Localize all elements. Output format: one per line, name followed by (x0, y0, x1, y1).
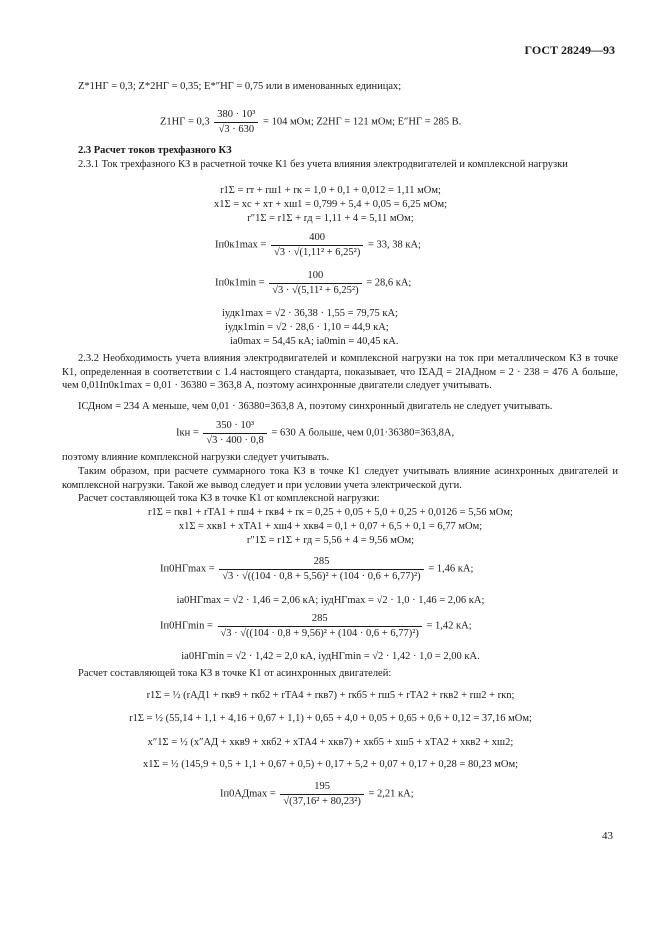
eq-relative-impedances: Z*1НГ = 0,3; Z*2НГ = 0,35; E*″НГ = 0,75 или в именованных единицах; (78, 81, 402, 92)
eq-motor-x1-values: x1Σ = ½ (145,9 + 0,5 + 1,1 + 0,67 + 0,5) + 0,17 + 5,2 + 0,07 + 0,17 + 0,28 = 80,23 мОм; (142, 759, 519, 770)
eq-ikn-lhs: Iкн = (176, 427, 199, 439)
eq-ip0ngmax-numerator: 285 (219, 555, 423, 570)
eq-ip0admax-rhs: = 2,21 кА; (368, 788, 414, 800)
eq-ip0k1max-numerator: 400 (271, 231, 363, 246)
eq-ia0: ia0max = 54,45 кА; ia0min = 40,45 кА. (230, 336, 399, 347)
section-title: 2.3 Расчет токов трехфазного КЗ (78, 145, 232, 156)
eq-r1-arc: r″1Σ = r1Σ + rд = 1,11 + 4 = 5,11 мОм; (247, 213, 414, 224)
eq-ip0ngmax-fraction (219, 555, 423, 583)
eq-iud-max: iудк1max = √2 · 36,38 · 1,55 = 79,75 кА; (222, 308, 398, 319)
eq-ip0k1min-numerator: 100 (269, 269, 361, 284)
eq-ikn-fraction (203, 419, 266, 447)
eq-ip0admax-lhs: Iп0АДmax = (220, 788, 276, 800)
eq-load-r1: r1Σ = rкв1 + rТА1 + rш4 + rкв4 + rк = 0,25 + 0,05 + 5,0 + 0,25 + 0,0126 = 5,56 мОм; (148, 507, 513, 518)
paragraph-motor-component: Расчет составляющей тока КЗ в точке К1 от асинхронных двигателей: (78, 668, 392, 679)
eq-ip0ngmin-numerator: 285 (218, 612, 422, 627)
paragraph-load-component: Расчет составляющей тока КЗ в точке К1 от комплексной нагрузки: (78, 493, 380, 504)
eq-r1-sum: r1Σ = rт + rш1 + rк = 1,0 + 0,1 + 0,012 = 1,11 мОм; (220, 185, 441, 196)
eq-z1ng (160, 108, 461, 136)
eq-ikn (176, 419, 454, 447)
eq-z1ng-denominator: √3 · 630 (218, 123, 255, 135)
paragraph-conclusion: Таким образом, при расчете суммарного тока КЗ в точке К1 следует учитывать влияние асинхронных двигателей и комплексной нагрузки. Такой же вывод следует и при условии учета электрической дуги. (62, 466, 618, 491)
eq-ip0admax-denominator: √(37,16² + 80,23²) (283, 795, 361, 807)
eq-ip0k1min-lhs: Iп0к1min = (215, 277, 265, 289)
eq-ikn-rhs: = 630 А больше, чем 0,01·36380=363,8А, (271, 427, 455, 439)
eq-ikn-numerator: 350 · 10³ (203, 419, 266, 434)
eq-ip0ngmin-rhs: = 1,42 кА; (426, 620, 472, 632)
eq-z1ng-numerator: 380 · 10³ (214, 108, 258, 123)
eq-ia0-ngmax: ia0НГmax = √2 · 1,46 = 2,06 кА; iудНГmax = √2 · 1,0 · 1,46 = 2,06 кА; (176, 595, 485, 606)
eq-ip0k1max (215, 231, 421, 259)
eq-ip0ngmin-lhs: Iп0НГmin = (160, 620, 213, 632)
eq-ip0k1min-denominator: √3 · √(5,11² + 6,25²) (272, 284, 359, 296)
eq-motor-r1-values: r1Σ = ½ (55,14 + 1,1 + 4,16 + 0,67 + 1,1) + 0,65 + 4,0 + 0,05 + 0,65 + 0,6 + 0,12 = 37,16 мОм; (129, 713, 532, 724)
eq-ip0admax-numerator: 195 (280, 780, 363, 795)
page-number: 43 (602, 830, 613, 842)
eq-ip0k1min-rhs: = 28,6 кА; (366, 277, 412, 289)
eq-iud-min: iудк1min = √2 · 28,6 · 1,10 = 44,9 кА; (225, 322, 389, 333)
eq-x1-sum: x1Σ = xс + xт + xш1 = 0,799 + 5,4 + 0,05 = 6,25 мОм; (213, 199, 448, 210)
eq-ip0k1min-fraction (269, 269, 361, 297)
eq-load-x1: x1Σ = xкв1 + xТА1 + xш4 + xкв4 = 0,1 + 0,07 + 6,5 + 0,1 = 6,77 мОм; (178, 521, 483, 532)
eq-ip0admax (220, 780, 414, 808)
eq-ip0k1max-fraction (271, 231, 363, 259)
eq-motor-x1: x″1Σ = ½ (x″АД + xкв9 + xкб2 + xТА4 + xкв7) + xкб5 + xш5 + xТА2 + xкв2 + xш2; (147, 737, 514, 748)
eq-ip0ngmax (160, 555, 473, 583)
document-header: ГОСТ 28249—93 (524, 43, 615, 57)
paragraph-2-3-2: 2.3.2 Необходимость учета влияния электродвигателей и комплексной нагрузки на ток при металлическом КЗ в точке К1, определенная в соответствии с 1.4 настоящего стандарта, показывает, что IΣАД = 2IАДном = 2 · 238 = 476 А больше, чем 0,01Iп0к1max = 0,01 · 36380 = 363,8 А, поэтому асинхронные двигатели следует учитывать. (62, 353, 618, 392)
eq-ip0ngmax-denominator: √3 · √((104 · 0,8 + 5,56)² + (104 · 0,6 + 6,77)²) (222, 570, 421, 582)
eq-ip0ngmax-rhs: = 1,46 кА; (428, 563, 474, 575)
paragraph-2-3-1: 2.3.1 Ток трехфазного КЗ в расчетной точке К1 без учета влияния электродвигателей и комплексной нагрузки (78, 159, 568, 170)
eq-ip0k1min (215, 269, 411, 297)
eq-ia0-ngmin: ia0НГmin = √2 · 1,42 = 2,0 кА, iудНГmin = √2 · 1,42 · 1,0 = 2,00 кА. (181, 651, 480, 662)
eq-motor-r1: r1Σ = ½ (rАД1 + rкв9 + rкб2 + rТА4 + rкв7) + rкб5 + rш5 + rТА2 + rкв2 + rш2 + rкn; (146, 690, 515, 701)
eq-ip0k1max-rhs: = 33, 38 кА; (367, 239, 421, 251)
eq-load-r1-arc: r″1Σ = r1Σ + rд = 5,56 + 4 = 9,56 мОм; (246, 535, 415, 546)
paragraph-load-consideration: поэтому влияние комплексной нагрузки следует учитывать. (62, 452, 330, 463)
eq-z1ng-fraction (214, 108, 258, 136)
eq-ip0ngmax-lhs: Iп0НГmax = (160, 563, 215, 575)
eq-ip0admax-fraction (280, 780, 363, 808)
paragraph-synchronous-motor: IСДном = 234 А меньше, чем 0,01 · 36380=363,8 А, поэтому синхронный двигатель не следует учитывать. (78, 401, 553, 412)
eq-z1ng-lhs: Z1НГ = 0,3 (160, 116, 210, 128)
eq-ip0ngmin-fraction (218, 612, 422, 640)
eq-ip0ngmin (160, 612, 472, 640)
eq-ikn-denominator: √3 · 400 · 0,8 (206, 434, 264, 446)
eq-z1ng-rhs: = 104 мОм; Z2НГ = 121 мОм; E″НГ = 285 В. (263, 116, 462, 128)
eq-ip0k1max-denominator: √3 · √(1,11² + 6,25²) (273, 246, 361, 258)
eq-ip0k1max-lhs: Iп0к1max = (215, 239, 267, 251)
eq-ip0ngmin-denominator: √3 · √((104 · 0,8 + 9,56)² + (104 · 0,6 + 6,77)²) (220, 627, 419, 639)
